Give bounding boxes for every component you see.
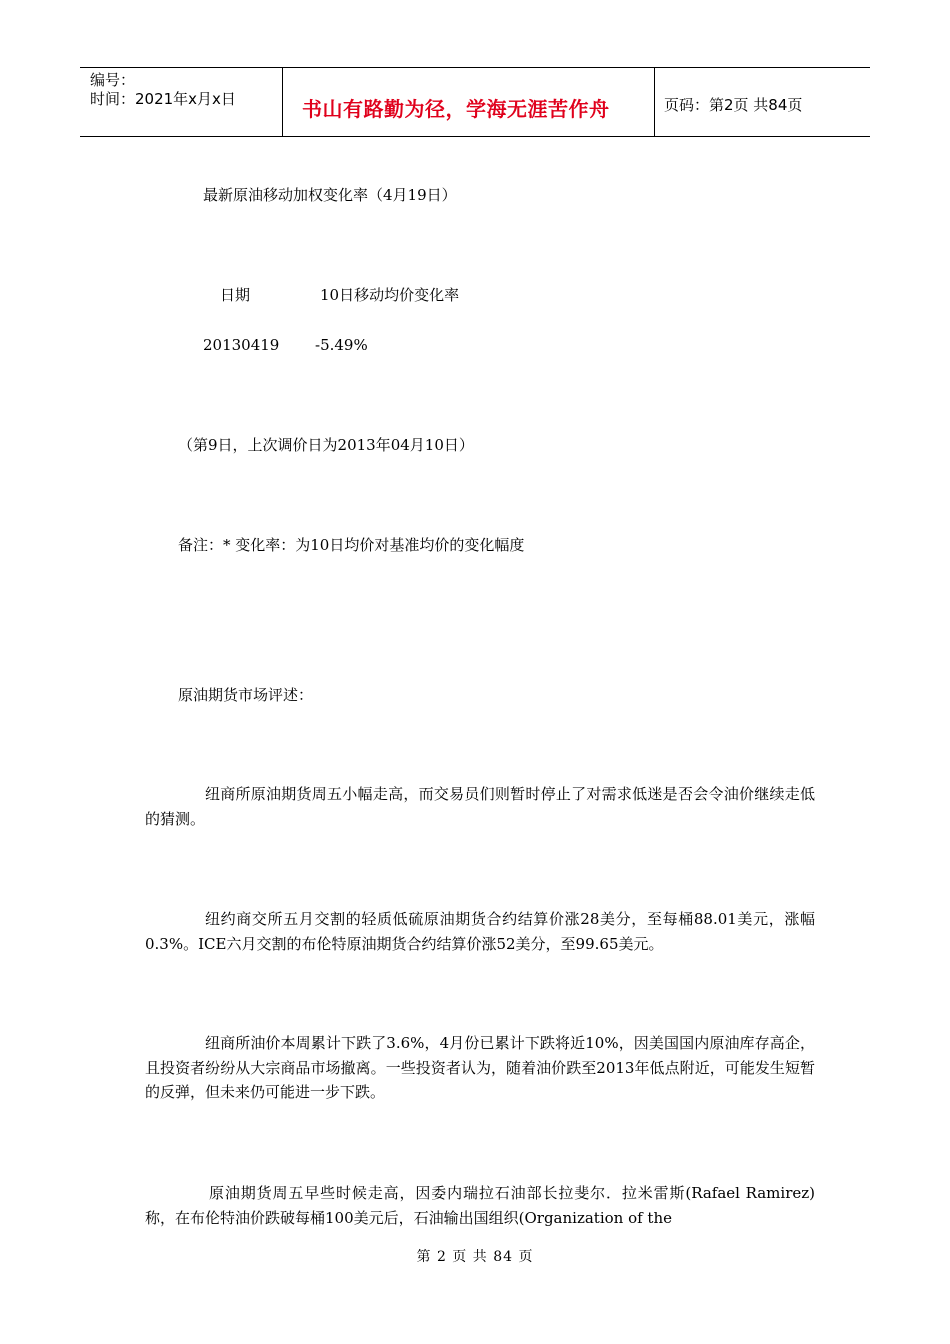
page-header: [80, 67, 870, 137]
remark-note: 备注：* 变化率：为10日均价对基准均价的变化幅度: [178, 536, 525, 554]
adjustment-note: （第9日，上次调价日为2013年04月10日）: [178, 436, 474, 454]
review-paragraph: 纽商所油价本周累计下跌了3.6%，4月份已累计下跌将近10%，因美国国内原油库存高企，且投资者纷纷从大宗商品市场撤离。一些投资者认为，随着油价跌至2013年低点附近，可能发生短暂的反弹，但未来仍可能进一步下跌。: [145, 1034, 815, 1101]
table-cell-date: 20130419: [203, 336, 280, 354]
document-time-label: 时间：2021年x月x日: [90, 90, 236, 108]
header-page-info: 页码：第2页 共84页: [664, 96, 803, 114]
table-header-rate: 10日移动均价变化率: [320, 286, 460, 304]
review-heading: 原油期货市场评述：: [178, 686, 314, 704]
header-motto-cell: [282, 68, 655, 136]
header-motto: 书山有路勤为径，学海无涯苦作舟: [302, 97, 610, 121]
header-page-cell: [654, 68, 870, 136]
review-paragraph: 纽约商交所五月交割的轻质低硫原油期货合约结算价涨28美分，至每桶88.01美元，涨幅0.3%。ICE六月交割的布伦特原油期货合约结算价涨52美分，至99.65美元。: [145, 910, 815, 953]
report-title: 最新原油移动加权变化率（4月19日）: [203, 186, 457, 204]
review-paragraph: 纽商所原油期货周五小幅走高，而交易员们则暂时停止了对需求低迷是否会令油价继续走低的猜测。: [145, 785, 815, 828]
table-header-date: 日期: [220, 286, 251, 304]
header-meta-cell: [80, 68, 283, 136]
table-cell-rate: -5.49%: [315, 336, 368, 354]
document-number-label: 编号：: [90, 71, 136, 89]
review-paragraph: 原油期货周五早些时候走高，因委内瑞拉石油部长拉斐尔．拉米雷斯(Rafael Ramirez)称，在布伦特油价跌破每桶100美元后，石油输出国组织(Organization of the: [145, 1184, 815, 1227]
page-footer: 第 2 页 共 84 页: [416, 1249, 534, 1265]
